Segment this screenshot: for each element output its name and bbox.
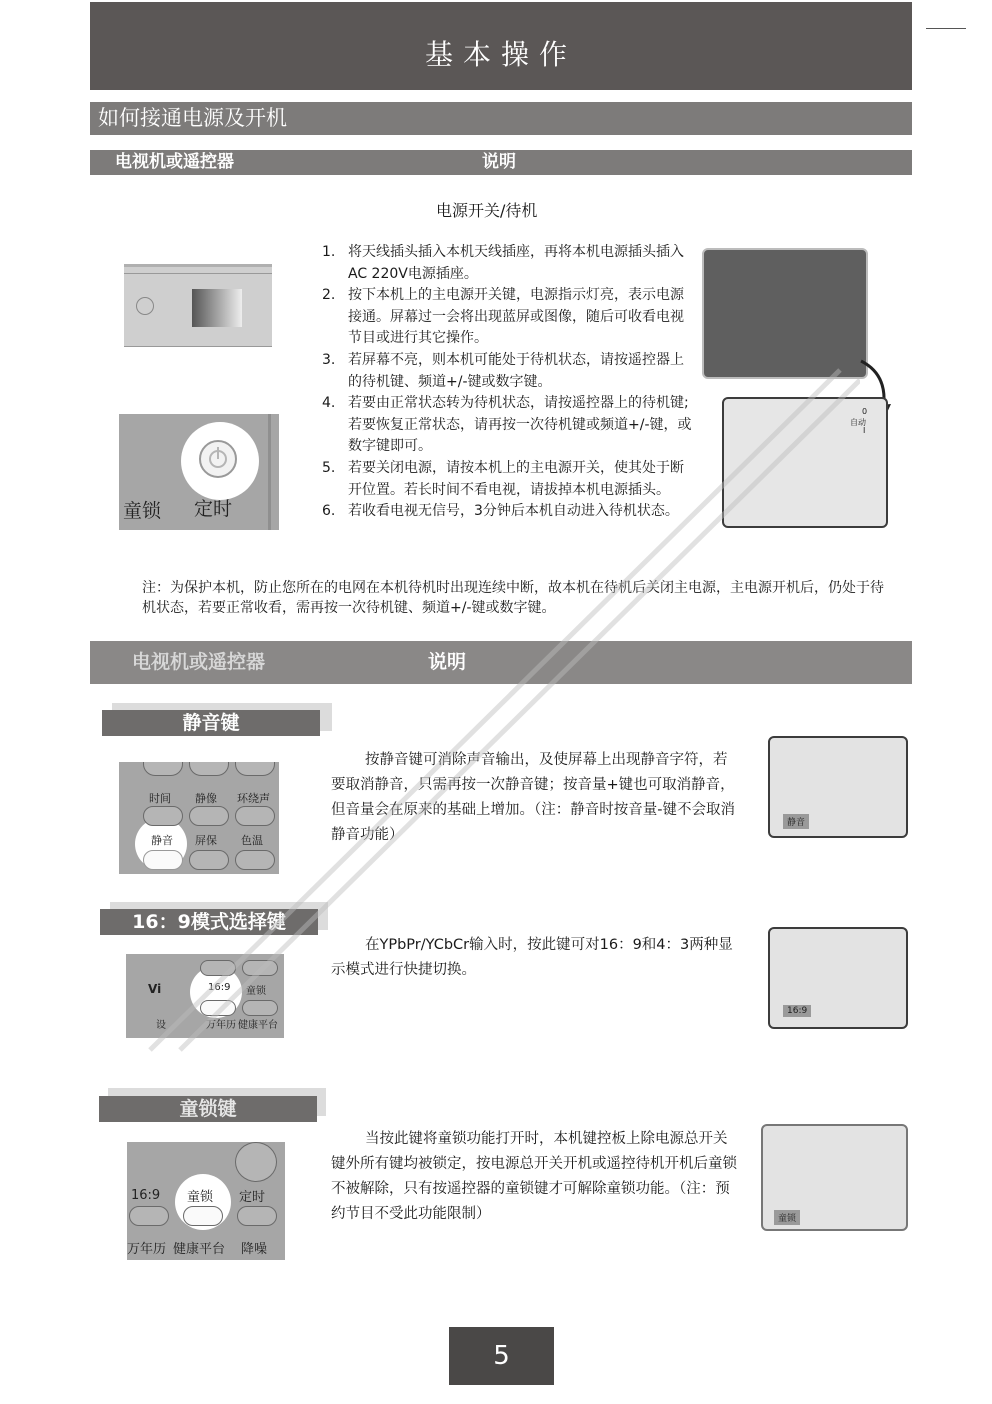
list-item: 6. 若收看电视无信号，3分钟后本机自动进入待机状态。	[322, 503, 679, 520]
button-label: 静像	[195, 792, 217, 805]
button-label: 童锁	[246, 986, 266, 997]
child-lock-description: 当按此键将童锁功能打开时，本机键控板上除电源总开关键外所有键均被锁定，按电源总开关开机或遥控待机开机后童锁不被解除，只有按遥控器的童锁键才可解除童锁功能。（注：预约节目不受此功能限制）	[331, 1131, 737, 1222]
column-left-label: 电视机或遥控器	[132, 651, 266, 673]
power-indicator-icon	[136, 297, 154, 315]
child-lock-label: 童锁	[123, 500, 162, 522]
button-label: 万年历	[127, 1242, 167, 1257]
column-right-label: 说明	[482, 152, 516, 172]
column-left-label: 电视机或遥控器	[115, 152, 234, 172]
brand-logo-label: Vi	[148, 982, 162, 996]
osd-aspect-label: 16:9	[783, 1005, 811, 1017]
remote-child-lock-illustration	[127, 1142, 285, 1260]
power-note: 注：为保护本机，防止您所在的电网在本机待机时出现连续中断，故本机在待机后关闭主电源，主电源开机后，仍处于待机状态，若要正常收看，需再按一次待机键、频道+/-键或数字键。	[142, 580, 884, 616]
button-label: 时间	[149, 792, 171, 805]
list-item: 5. 若要关闭电源，请按本机上的主电源开关，使其处于断开位置。若长时间不看电视，请拔掉本机电源插头。	[322, 459, 684, 498]
list-item: 3. 若屏幕不亮，则本机可能处于待机状态，请按遥控器上的待机键、频道+/-键或数字键。	[322, 351, 684, 390]
list-item: 1. 将天线插头插入本机天线插座，再将本机电源插头插入AC 220V电源插座。	[322, 244, 684, 282]
aspect-key-tab: 16：9模式选择键	[100, 909, 318, 935]
button-label: 降噪	[241, 1242, 268, 1257]
tv-power-switch-illustration	[124, 264, 272, 347]
page-title: 基本操作	[424, 38, 577, 71]
osd-auto: 自动	[850, 418, 866, 427]
column-right-label: 说明	[428, 651, 467, 673]
button-label: 童锁	[187, 1190, 214, 1205]
button-label: 设	[156, 1020, 166, 1031]
osd-zero: 0	[862, 407, 868, 416]
tv-screen-mute	[768, 736, 908, 838]
page-header	[90, 2, 912, 90]
tv-screen-standby	[722, 397, 888, 528]
column-header-bar-2	[90, 641, 912, 684]
remote-mute-illustration	[119, 762, 279, 874]
remote-power-illustration	[119, 414, 279, 530]
page-number: 5	[449, 1327, 554, 1385]
button-label: 健康平台	[238, 1020, 278, 1031]
power-icon	[199, 440, 237, 478]
tv-screen-dark	[702, 248, 868, 379]
button-label: 环绕声	[237, 792, 270, 805]
power-switch-icon	[192, 289, 242, 327]
timer-label: 定时	[194, 498, 233, 520]
osd-child-lock-label: 童锁	[774, 1210, 800, 1225]
corner-mark	[926, 28, 966, 29]
tv-screen-child-lock	[761, 1124, 908, 1231]
column-header-bar	[90, 150, 912, 175]
mute-description: 按静音键可消除声音输出，及使屏幕上出现静音字符，若要取消静音，只需再按一次静音键；按音量+键也可取消静音，但音量会在原来的基础上增加。（注：静音时按音量-键不会取消静音功能）	[331, 752, 735, 843]
osd-mute-label: 静音	[783, 814, 809, 829]
button-label: 16:9	[131, 1188, 161, 1203]
button-label: 健康平台	[173, 1242, 226, 1257]
button-label: 静音	[151, 834, 173, 847]
mute-key-tab: 静音键	[102, 710, 320, 736]
button-label: 16:9	[208, 982, 231, 993]
aspect-description: 在YPbPr/YCbCr输入时，按此键可对16：9和4：3两种显示模式进行快捷切换。	[331, 937, 733, 978]
button-label: 屏保	[195, 834, 217, 847]
remote-aspect-illustration	[126, 954, 284, 1038]
list-item: 2. 按下本机上的主电源开关键，电源指示灯亮，表示电源接通。屏幕过一会将出现蓝屏或图像，随后可收看电视节目或进行其它操作。	[322, 287, 684, 347]
button-label: 万年历	[206, 1020, 236, 1031]
child-lock-key-tab: 童锁键	[99, 1096, 317, 1122]
tv-screen-aspect	[768, 927, 908, 1029]
osd-one: I	[863, 426, 866, 435]
button-label: 定时	[239, 1190, 266, 1205]
button-label: 色温	[241, 834, 263, 847]
list-item: 4. 若要由正常状态转为待机状态，请按遥控器上的待机键;若要恢复正常状态，请再按一次待机键或频道+/-键，或数字键即可。	[322, 395, 692, 455]
power-steps-list	[322, 242, 697, 523]
subsection-title: 电源开关/待机	[436, 201, 538, 220]
section-title: 如何接通电源及开机	[90, 102, 912, 135]
